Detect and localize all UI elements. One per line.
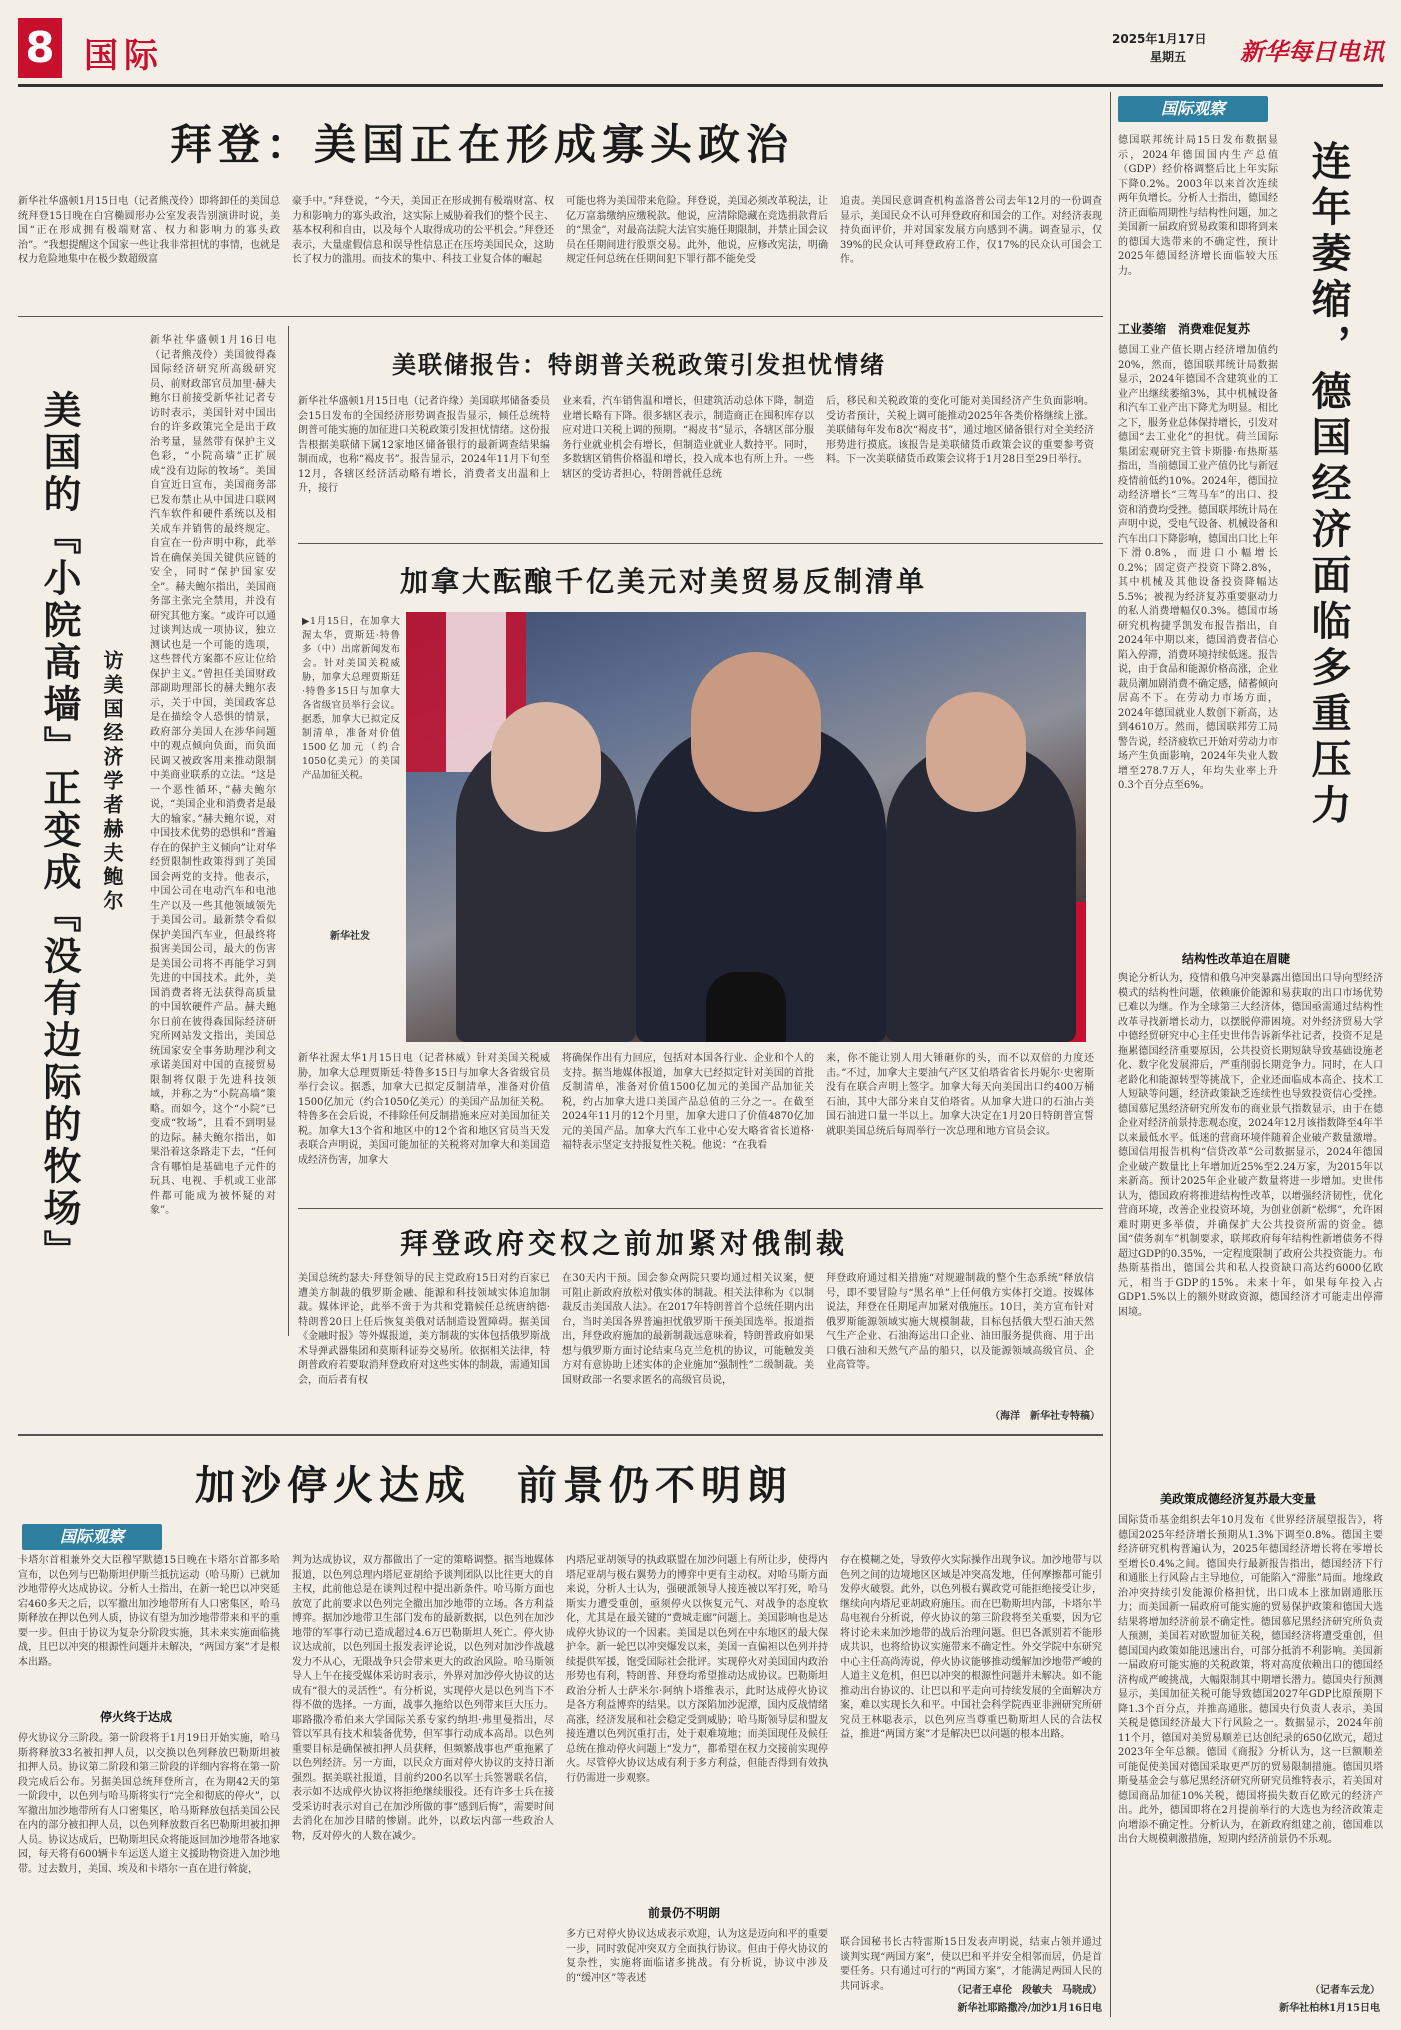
biden-col-3: 可能也将为美国带来危险。拜登说，美国必须改革税法，让亿万富翁缴纳应缴税款。他说，应清除隐藏在竞选捐款背后的“黑金”，对最高法院大法官实施任期限制，并禁止国会议员在任期间进行股票交易。此外，他说，应修改宪法，明确规定任何总统在任期间犯下罪行都不能免受 <box>566 196 828 265</box>
gaza-col-4b: 联合国秘书长古特雷斯15日发表声明说，结束占领并通过谈判实现“两国方案”，使以巴和平并安全相邻而居，仍是首要任务。只有通过可行的“两国方案”，才能满足两国人民的共同诉求。 <box>840 1937 1102 1992</box>
russia-byline: （海洋 新华社专特稿） <box>990 1411 1100 1422</box>
china-view-subtitle: 访美国经济学者赫夫鲍尔 <box>100 650 124 914</box>
canada-col-1: 新华社渥太华1月15日电（记者林威）针对美国关税威胁，加拿大总理贾斯廷·特鲁多15日与加拿大各省级官员举行会议。据悉，加拿大已拟定反制清单，准备对价值1500亿加元（约合1050亿美元）的美国产品加征关税。特鲁多在会后说，不排除任何反制措施来应对美国加征关税。加拿大13个省和地区中的12个省和地区官员当天发表联合声明说，美国可能加征的关税将对加拿大和美国造成经济伤害，加拿大 <box>298 1053 550 1166</box>
canada-photo-credit: 新华社发 <box>330 931 370 942</box>
germany-col-3: 国际货币基金组织去年10月发布《世界经济展望报告》，将德国2025年经济增长预期从1.3%下调至0.8%。德国主要经济研究机构普遍认为，2025年德国经济增长将在零增长至增长0.4%之间。德国央行最新报告指出，德国经济下行和通胀上行风险占主导地位，可能陷入“滞胀”局面。地缘政治冲突持续引发能源价格担忧，出口成本上涨加剧通胀压力；而美国新一届政府可能实施的贸易保护政策和德国大选结果将增加经济前景不确定性。德国慕尼黑经济研究所负责人预测，美国若对欧盟加征关税，德国经济将遭受重创，但德国国内政策如能迅速出台，可部分抵消不利影响。美国新一届政府可能实施的关税政策，将对高度依赖出口的德国经济构成严峻挑战，大幅限制其中期增长潜力。德国央行预测显示，美国加征关税可能导致德国2027年GDP比原预期下降1.3个百分点，并推高通胀。德国央行负责人表示，美国关税是德国经济最大下行风险之一。数据显示，2024年前11个月，德国对美贸易顺差已达创纪录的650亿欧元，超过2023年全年总额。德国《商报》分析认为，这一巨额顺差可能促使美国对德国采取更严厉的贸易限制措施。德国贝塔斯曼基金会与慕尼黑经济研究所研究员维特表示，若美国对德国商品加征10%关税，德国将损失数百亿欧元的经济产出。此外，德国即将在2月提前举行的大选也为经济政策走向增添不确定性。分析认为，在新政府组建之前，德国难以出台大规模刺激措施，短期内经济前景仍不乐观。 <box>1118 1515 1383 1845</box>
gaza-subhead-2: 前景仍不明朗 <box>648 1906 721 1920</box>
gaza-col-3b: 多方已对停火协议达成表示欢迎，认为这是迈向和平的重要一步，同时敦促冲突双方全面执行协议。但由于停火协议的复杂性，实施将面临诸多挑战。有分析说，协议中涉及的“缓冲区”等表述 <box>566 1929 828 1984</box>
divider <box>288 326 289 1336</box>
germany-byline: （记者车云龙） <box>1310 1985 1380 1996</box>
gaza-column-badge: 国际观察 <box>22 1524 162 1550</box>
press-conference-photo <box>406 612 1086 1042</box>
russia-col-1: 美国总统约瑟夫·拜登领导的民主党政府15日对约百家已遭美方制裁的俄罗斯金融、能源和科技领域实体追加制裁。媒体评论，此举不啻于为共和党籍候任总统唐纳德·特朗普20日上任后恢复美俄对话制造设置障碍。据美国《金融时报》等外媒报道，美方制裁的实体包括俄罗斯战术导弹武器集团和莫斯科证券交易所。依据相关法律，特朗普政府若要取消拜登政府对这些实体的制裁，需通知国会，而后者有权 <box>298 1273 550 1386</box>
russia-col-2: 在30天内干预。国会参众两院只要均通过相关议案，便可阻止新政府放松对俄实体的制裁。相关法律称为《以制裁反击美国敌人法》。在2017年特朗普首个总统任期内出台，当时美国各界普遍担忧俄罗斯干预美国选举。报道指出，拜登政府施加的最新制裁远意味着，特朗普政府如果想与俄罗斯方面讨论结束乌克兰危机的协议，可能触发美方对有意协助上述实体的企业施加“强制性”二级制裁。美国财政部一名要求匿名的高级官员说， <box>562 1273 814 1386</box>
fed-col-3: 后，移民和关税政策的变化可能对美国经济产生负面影响。受访者预计，关税上调可能推动2025年各类价格继续上涨。美联储每年发布8次“褐皮书”，通过地区储备银行对全美经济形势进行摸底。该报告是美联储货币政策会议的重要参考资料。下一次美联储货币政策会议将于1月28日至29日举行。 <box>826 396 1094 465</box>
gaza-col-1: 停火协议分三阶段。第一阶段将于1月19日开始实施，哈马斯将释放33名被扣押人员，以交换以色列释放巴勒斯坦被扣押人员。协议第二阶段和第三阶段的详细内容将在第一阶段完成后公布。另据美国总统拜登所言，在为期42天的第一阶段中，以色列与哈马斯将实行“完全和彻底的停火”，以军撤出加沙地带所有人口密集区，哈马斯释放包括美国公民在内的部分被扣押人员，以色列释放数百名巴勒斯坦被扣押人员。协议达成后，巴勒斯坦民众将能返回加沙地带各地家园，每天将有600辆卡车运送人道主义援助物资进入加沙地带。过去数月，美国、埃及和卡塔尔一直在进行斡旋， <box>18 1733 280 1875</box>
gaza-col-3: 内塔尼亚胡领导的执政联盟在加沙问题上有所让步，使得内塔尼亚胡与极右翼势力的博弈中更有主动权。对哈马斯方面来说，分析人士认为，强硬派领导人接连被以军打死，哈马斯实力遭受重创，亟须停火以恢复元气、对战争的态度软化，尤其是在最关键的“费城走廊”问题上。美国影响也是达成停火协议的一个因素。美国是以色列在中东地区的最大保护伞。新一轮巴以冲突爆发以来，美国一直偏袒以色列并持续提供军援，饱受国际社会批评。实现停火对美国国内政治形势也有利，特朗普、拜登均希望推动达成协议。巴勒斯坦政治分析人士萨米尔·阿纳卜塔维表示，此时达成停火协议是各方利益博弈的结果。以方深陷加沙泥潭，国内反战情绪高涨，经济发展和社会稳定受到威胁；哈马斯领导层和盟友接连遭以色列沉重打击，处于艰难境地；而美国现任及候任总统在推动停火问题上“发力”，都希望在权力交接前实现停火。尽管停火协议达成有利于多方利益，但能否得到有效执行仍需进一步观察。 <box>566 1555 828 1784</box>
person-silhouette <box>691 652 821 812</box>
issue-date: 2025年1月17日 <box>1112 32 1207 46</box>
russia-col-3: 拜登政府通过相关措施“对规避制裁的整个生态系统”释放信号，即不要冒险与“黑名单”上任何俄方实体打交道。按媒体说法，拜登在任期尾声加紧对俄施压。10日，美方宣布针对俄罗斯能源领域实施大规模制裁，目标包括俄大型石油天然气生产企业、石油海运出口企业、油田服务提供商、用于出口俄石油和天然气产品的船只，以及能源领域高级官员、企业高管等。 <box>826 1273 1094 1371</box>
germany-col-2: 舆论分析认为，疫情和俄乌冲突暴露出德国出口导向型经济模式的结构性问题，依赖廉价能源和易获取的出口市场优势已难以为继。作为全球第三大经济体，德国亟需通过结构性改革寻找新增长动力，以摆脱停滞困境。对外经济贸易大学中德经贸研究中心主任史世伟告诉新华社记者，投资不足是拖累德国经济重要原因，公共投资长期短缺导致基础设施老化、数字化发展滞后，严重削弱长期竞争力。同时，在人口老龄化和能源转型等挑战下，企业还面临成本高企、技术工人短缺等问题，经济政策缺乏连续性也导致投资信心受挫。德国慕尼黑经济研究所发布的商业景气指数显示，由于在德企业对经济前景持悲观态度，2024年12月该指数降至4年半以来最低水平。低迷的营商环境伴随着企业破产数量激增。德国信用报告机构“信贷改革”公司数据显示，2024年德国企业破产数量比上年增加近25%至2.24万家，为2015年以来新高。预计2025年企业破产数量将进一步增加。史世伟认为，德国政府将推进结构性改革，以增强经济韧性，优化营商环境，改善企业投资环境，为创业创新“松绑”，允许困难时期更多举债，并确保扩大公共投资所需的资金。德国“债务刹车”机制要求，联邦政府每年结构性新增债务不得超过GDP的0.35%，一定程度限制了政府公共投资能力。布热斯基指出，德国公共和私人投资缺口高达约6000亿欧元，相当于GDP的15%。未来十年，如果每年投入占GDP1.5%以上的额外财政资源，德国经济才可能走出停滞困境。 <box>1118 973 1383 1318</box>
headline-gaza: 加沙停火达成 前景仍不明朗 <box>195 1463 793 1509</box>
biden-col-4: 追责。美国民意调查机构盖洛普公司去年12月的一份调查显示，美国民众不认可拜登政府和国会的工作。对经济表现持负面评价，并对国家发展方向感到不满。调查显示，仅39%的民众认可拜登政府工作，仅17%的民众认可国会工作。 <box>840 196 1102 265</box>
germany-column-badge: 国际观察 <box>1118 96 1268 122</box>
newspaper-brand: 新华每日电讯 <box>1240 37 1384 66</box>
divider <box>18 1434 1103 1436</box>
gaza-col-2: 判为达成协议，双方都做出了一定的策略调整。据当地媒体报道，以色列总理内塔尼亚胡给予谈判团队以比往更大的自主权，此前他总是在谈判过程中提出新条件。哈马斯方面也放宽了此前要求以色列完全撤出加沙地带的立场。各方利益博弈。据加沙地带卫生部门发布的最新数据，以色列在加沙地带的军事行动已造成超过4.6万巴勒斯坦人死亡。停火协议达成前，以色列国土报发表评论说，以色列对加沙作战越发力不从心，无限战争只会带来更大的政治风险。哈马斯领导人上午在接受媒体采访时表示，外界对加沙停火协议的达成有“很大的灵活性”。有分析说，实现停火是以色列当下不得不做的选择。一方面，战事久拖给以色列带来巨大压力。耶路撒冷希伯来大学国际关系专家约纳坦·弗里曼指出，尽管以军具有技术和装备优势，但军事行动成本高昂。以色列重要目标是确保被扣押人员获释，但频繁战事也严重拖累了以色列经济。另一方面，以民众方面对停火协议的支持日渐强烈。据美联社报道，目前约200名以军士兵签署联名信，表示如不达成停火协议将拒绝继续服役。还有许多士兵在接受采访时表示对自己在加沙所做的事“感到后悔”，需要时间去消化在加沙目睹的惨剧。此外，以政坛内部一些政治人物，反对停火的人数在减少。 <box>292 1555 554 1842</box>
germany-subhead-3: 美政策成德经济复苏最大变量 <box>1160 1492 1317 1506</box>
canada-col-2: 将确保作出有力回应，包括对本国各行业、企业和个人的支持。据当地媒体报道，加拿大已经拟定针对美国的首批反制清单，准备对价值1500亿加元的美国产品加征关税，约占加拿大进口美国产品总值的三分之一。在截至2024年11月的12个月里，加拿大进口了价值4870亿加元的美国产品。加拿大汽车工业中心安大略省省长道格·福特表示坚定支持报复性关税。他说：“在我看 <box>562 1053 814 1151</box>
germany-subhead-1: 工业萎缩 消费难促复苏 <box>1118 322 1251 336</box>
biden-col-2: 豪手中。”拜登说，“今天，美国正在形成拥有极端财富、权力和影响力的寡头政治，这实际上威胁着我们的整个民主、基本权利和自由，以及每个人取得成功的公平机会。”拜登还表示，大量虚假信息和误导性信息正在压垮美国民众，这助长了权力的滥用。而技术的集中、科技工业复合体的崛起 <box>292 196 554 265</box>
headline-biden: 拜登：美国正在形成寡头政治 <box>170 120 795 169</box>
divider <box>1110 92 1111 2017</box>
gaza-byline: （记者王卓伦 段敏夫 马晓成） <box>952 1985 1102 1996</box>
gaza-dateline: 新华社耶路撒冷/加沙1月16日电 <box>957 2003 1102 2014</box>
gaza-intro: 卡塔尔首相兼外交大臣穆罕默德15日晚在卡塔尔首都多哈宣布，以色列与巴勒斯坦伊斯兰抵抗运动（哈马斯）已就加沙地带停火达成协议。分析人士指出，在新一轮巴以冲突延宕460多天之后，以军撤出加沙地带所有人口密集区，哈马斯释放在押以色列人质，协议有望为加沙地带带来和平的重要一步。但由于协议为复杂分阶段实施，其未来实施面临挑战，且巴以冲突的根源性问题并未解决，“两国方案”才是根本出路。 <box>18 1555 280 1668</box>
divider <box>18 316 1103 317</box>
issue-weekday: 星期五 <box>1150 50 1187 64</box>
germany-col-1: 德国工业产值长期占经济增加值约20%，然而，德国联邦统计局数据显示，2024年德国不含建筑业的工业产出继续萎缩3%，其中机械设备和汽车工业产出下降尤为明显。相比之下，服务业总体保持增长，引发对德国“去工业化”的担忧。荷兰国际集团宏观研究主管卡斯滕·布热斯基指出，当前德国工业产值仍比与新冠疫情前低约10%。2024年，德国拉动经济增长“三驾马车”的出口、投资和消费均受挫。德国联邦统计局在声明中说，受电气设备、机械设备和汽车出口下降影响，德国出口比上年下滑0.8%，而进口小幅增长0.2%；固定资产投资下降2.8%，其中机械及其他设备投资降幅达5.5%；被视为经济复苏重要驱动力的私人消费增幅仅0.3%。德国市场研究机构捷孚凯发布报告指出，自2024年中期以来，德国消费者信心陷入停滞，消费环境持续低迷。报告说，由于食品和能源价格高涨，企业裁员潮加剧消费不确定感，储蓄倾向居高不下。在劳动力市场方面，2024年德国就业人数创下新高，达到4610万。然而，德国联邦劳工局警告说，经济疲软已开始对劳动力市场产生负面影响，2024年失业人数增至278.7万人，年均失业率上升0.3个百分点至6%。 <box>1118 345 1278 791</box>
china-view-title: 美国的『小院高墙』正变成『没有边际的牧场』 <box>37 390 81 1272</box>
divider <box>298 1208 1103 1209</box>
person-silhouette <box>491 702 601 832</box>
fed-col-2: 业来看，汽车销售温和增长，但建筑活动总体下降，制造业增长略有下降。很多辖区表示，制造商正在囤积库存以应对进口关税上调的预期。“褐皮书”显示，各辖区部分服务行业就业机会有增长，但制造业就业人数持平。同时，多数辖区销售价格温和增长，投入成本也有所上升。一些辖区的受访者担心，特朗普就任总统 <box>562 396 814 480</box>
fed-col-1: 新华社华盛顿1月15日电（记者许缘）美国联邦储备委员会15日发布的全国经济形势调查报告显示，倾任总统特朗普可能实施的加征进口关税政策引发担忧情绪。这份报告根据美联储下属12家地区储备银行的最新调查结果编制而成，也称“褐皮书”。报告显示，2024年11月下旬至12月，各辖区经济活动略有增长，消费者支出温和上升，接行 <box>298 396 550 494</box>
page-number-badge: 8 <box>18 18 62 78</box>
canada-photo-caption: ▶1月15日，在加拿大渥太华，贾斯廷·特鲁多（中）出席新闻发布会。针对美国关税威胁，加拿大总理贾斯廷·特鲁多15日与加拿大各省级官员举行会议。据悉，加拿大已拟定反制清单，准备对价值1500亿加元（约合1050亿美元）的美国产品加征关税。 <box>302 616 400 781</box>
headline-canada: 加拿大酝酿千亿美元对美贸易反制清单 <box>400 565 928 598</box>
biden-col-1: 新华社华盛顿1月15日电（记者熊茂伶）即将卸任的美国总统拜登15日晚在白宫椭圆形办公室发表告别演讲时说，美国“正在形成拥有极端财富、权力和影响力的寡头政治”。“我想提醒这个国家一些让我非常担忧的事情，也就是权力危险地集中在极少数超级富 <box>18 196 280 265</box>
gaza-col-4: 存在模糊之处，导致停火实际操作出现争议。加沙地带与以色列之间的边境地区区域是冲突高发地，任何摩擦都可能引发停火破裂。此外，以色列极右翼政党可能拒绝接受让步，继续向内塔尼亚胡政府施压。而在巴勒斯坦内部，卡塔尔半岛电视台分析说，停火协议的第三阶段将至关重要，因为它将讨论未来加沙地带的战后治理问题。但巴各派别若不能形成共识，也将给协议实施带来不确定性。外交学院中东研究中心主任高尚涛说，停火协议能够推动缓解加沙地带严峻的人道主义危机，但巴以冲突的根源性问题并未解决。如不能推动出台协议的、让巴以和平走向可持续发展的全面解决方案，难以实现长久和平。中国社会科学院西亚非洲研究所研究员王林聪表示，以色列应当尊重巴勒斯坦人民的合法权益，推进“两国方案”才是解决巴以问题的根本出路。 <box>840 1555 1102 1740</box>
headline-russia: 拜登政府交权之前加紧对俄制裁 <box>400 1227 849 1260</box>
section-label: 国际 <box>84 36 164 76</box>
microphone-shape <box>706 972 786 1042</box>
gaza-subhead-1: 停火终于达成 <box>100 1710 173 1724</box>
person-silhouette <box>926 692 1026 812</box>
canada-col-3: 来，你不能让别人用大锤砸你的头，而不以双倍的力度还击。”不过，加拿大主要油气产区艾伯塔省省长丹妮尔·史密斯没有在联合声明上签字。加拿大每天向美国出口约400万桶石油，其中大部分来自艾伯塔省。从加拿大进口的石油占美国石油进口量一半以上。加拿大决定在1月20日特朗普宣誓就职美国总统后每周举行一次总理和地方官员会议。 <box>826 1053 1094 1137</box>
masthead <box>0 0 1401 88</box>
china-view-body: 新华社华盛顿1月16日电（记者熊茂伶）美国彼得森国际经济研究所高级研究员、前财政部官员加里·赫夫鲍尔日前接受新华社记者专访时表示，美国针对中国出台的许多政策完全是出于政治考量，显然带有保护主义色彩，“小院高墙”正扩展成“没有边际的牧场”。美国自宣近日宣布，美国商务部已发布禁止从中国进口联网汽车软件和硬件系统以及相关成车并销售的最终规定。自宣在一份声明中称，此举旨在确保美国关键供应链的安全，同时“保护国家安全”。赫夫鲍尔指出，美国商务部主张完全禁用，并没有研究其他方案。“或许可以通过谈判达成一项协议，独立测试也是一个可能的选项，这些替代方案都不应让位给保护主义。”曾担任美国财政部副助理部长的赫夫鲍尔表示，关于中国，美国政客总是在描绘令人恐惧的情景，政府部分美国人在涉华问题中的观点倾向负面，而负面民调又被政客用来推动限制中美商业联系的立法。“这是一个恶性循环，”赫夫鲍尔说，“美国企业和消费者是最大的输家。”赫夫鲍尔说，对中国技术优势的恐惧和“普遍存在的保护主义倾向”让对华经贸限制性政策得到了美国国会两党的支持。他表示，中国公司在电动汽车和电池生产以及一些其他领域领先于美国公司。最新禁令看似保护美国汽车业，但最终将损害美国公司，最大的伤害是美国公司将不再能学习到先进的中国技术。此外，美国消费者将无法获得高质量的中国软硬件产品。赫夫鲍尔日前在彼得森国际经济研究所网站发文指出，美国总统国家安全事务助理沙利文承诺美国对中国的直接贸易限制将仅限于先进科技领域，并称之为“小院高墙”策略。而如今，这个“小院”已变成“牧场”，且看不到明显的边际。赫夫鲍尔指出，如果沿着这条路走下去，“任何含有哪怕是基础电子元件的玩具、电视、手机或工业部件都可能成为被怀疑的对象”。 <box>150 335 276 1216</box>
masthead-rule <box>18 84 1383 87</box>
germany-subhead-2: 结构性改革迫在眉睫 <box>1182 952 1291 966</box>
headline-fed: 美联储报告：特朗普关税政策引发担忧情绪 <box>392 351 886 379</box>
germany-title: 连年萎缩，德国经济面临多重压力 <box>1305 140 1351 830</box>
germany-intro: 德国联邦统计局15日发布数据显示，2024年德国国内生产总值（GDP）经价格调整后比上年实际下降0.2%。2003年以来首次连续两年负增长。分析人士指出，德国经济正面临周期性与结构性问题，加之美国新一届政府贸易政策和即将到来的德国大选带来的不确定性，预计2025年德国经济增长面临较大压力。 <box>1118 135 1278 277</box>
germany-dateline: 新华社柏林1月15日电 <box>1279 2003 1380 2014</box>
divider <box>298 543 1103 544</box>
